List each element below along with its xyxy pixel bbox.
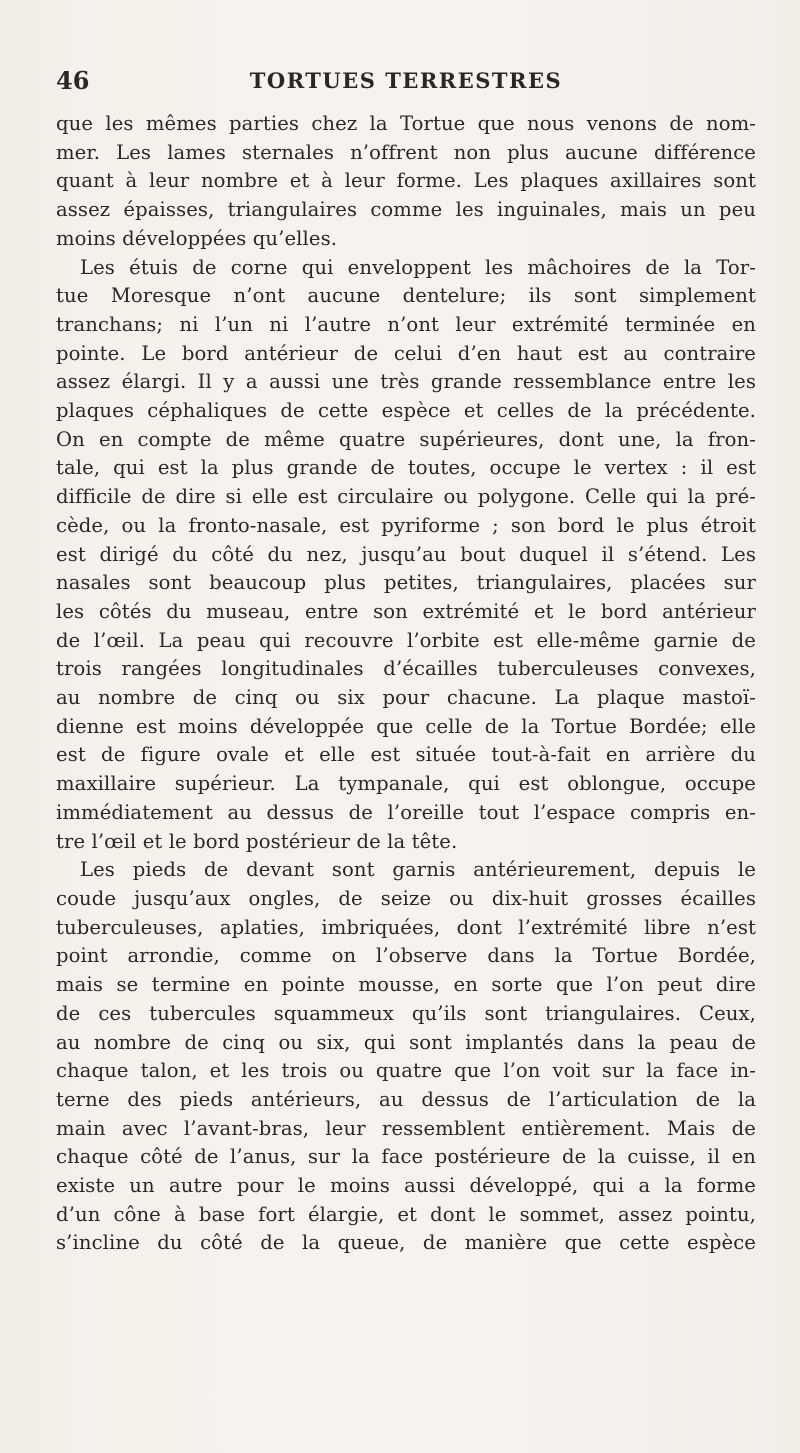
text-line: quant à leur nombre et à leur forme. Les plaques axillaires sont — [56, 169, 756, 193]
text-line: trois rangées longitudinales d’écailles tuberculeuses convexes, — [56, 657, 756, 681]
text-line: au nombre de cinq ou six pour chacune. La plaque mastoï- — [56, 686, 756, 710]
running-title: TORTUES TERRESTRES — [249, 68, 563, 93]
text-line: dienne est moins développée que celle de la Tortue Bordée; elle — [56, 714, 756, 738]
text-line: tue Moresque n’ont aucune dentelure; ils sont simplement — [56, 284, 756, 308]
text-line: existe un autre pour le moins aussi développé, qui a la forme — [56, 1174, 756, 1198]
text-line: Les étuis de corne qui enveloppent les mâchoires de la Tor- — [80, 255, 756, 279]
text-line: tuberculeuses, aplaties, imbriquées, dont l’extrémité libre n’est — [56, 915, 756, 939]
text-line: pointe. Le bord antérieur de celui d’en haut est au contraire — [56, 341, 756, 365]
text-line: difficile de dire si elle est circulaire ou polygone. Celle qui la pré- — [56, 485, 756, 509]
text-line: coude jusqu’aux ongles, de seize ou dix-huit grosses écailles — [56, 886, 756, 910]
text-line: mer. Les lames sternales n’offrent non plus aucune différence — [56, 140, 756, 164]
text-line: immédiatement au dessus de l’oreille tout l’espace compris en- — [56, 800, 756, 824]
text-line: tranchans; ni l’un ni l’autre n’ont leur extrémité terminée en — [56, 312, 756, 336]
text-line: tre l’œil et le bord postérieur de la tête. — [56, 829, 458, 853]
text-line: plaques céphaliques de cette espèce et celles de la précédente. — [56, 399, 756, 423]
text-line: On en compte de même quatre supérieures, dont une, la fron- — [56, 427, 756, 451]
text-line: mais se termine en pointe mousse, en sorte que l’on peut dire — [56, 973, 756, 997]
text-line: Les pieds de devant sont garnis antérieurement, depuis le — [80, 858, 756, 882]
text-line: d’un cône à base fort élargie, et dont le sommet, assez pointu, — [56, 1202, 756, 1226]
text-line: assez élargi. Il y a aussi une très grande ressemblance entre les — [56, 370, 756, 394]
page-number: 46 — [56, 66, 90, 95]
text-line: nasales sont beaucoup plus petites, triangulaires, placées sur — [56, 571, 756, 595]
text-line: chaque côté de l’anus, sur la face postérieure de la cuisse, il en — [56, 1145, 756, 1169]
body-text — [56, 110, 756, 1258]
text-line: de l’œil. La peau qui recouvre l’orbite est elle-même garnie de — [56, 628, 756, 652]
text-line: est de figure ovale et elle est située tout-à-fait en arrière du — [56, 743, 756, 767]
text-line: cède, ou la fronto-nasale, est pyriforme ; son bord le plus étroit — [56, 513, 756, 537]
text-line: au nombre de cinq ou six, qui sont implantés dans la peau de — [56, 1030, 756, 1054]
text-line: de ces tubercules squammeux qu’ils sont triangulaires. Ceux, — [56, 1001, 756, 1025]
text-line: terne des pieds antérieurs, au dessus de l’articulation de la — [56, 1087, 756, 1111]
text-line: tale, qui est la plus grande de toutes, occupe le vertex : il est — [56, 456, 756, 480]
text-line: s’incline du côté de la queue, de manière que cette espèce — [56, 1231, 756, 1255]
text-line: point arrondie, comme on l’observe dans la Tortue Bordée, — [56, 944, 756, 968]
text-line: assez épaisses, triangulaires comme les inguinales, mais un peu — [56, 198, 756, 222]
text-line: que les mêmes parties chez la Tortue que nous venons de nom- — [56, 112, 756, 135]
text-line: chaque talon, et les trois ou quatre que l’on voit sur la face in- — [56, 1059, 756, 1083]
text-line: maxillaire supérieur. La tympanale, qui est oblongue, occupe — [56, 772, 756, 796]
text-line: les côtés du museau, entre son extrémité et le bord antérieur — [56, 599, 756, 623]
text-line: est dirigé du côté du nez, jusqu’au bout duquel il s’étend. Les — [56, 542, 756, 566]
text-line: main avec l’avant-bras, leur ressemblent entièrement. Mais de — [56, 1116, 756, 1140]
text-line: moins développées qu’elles. — [56, 226, 338, 250]
page-header — [56, 66, 756, 106]
